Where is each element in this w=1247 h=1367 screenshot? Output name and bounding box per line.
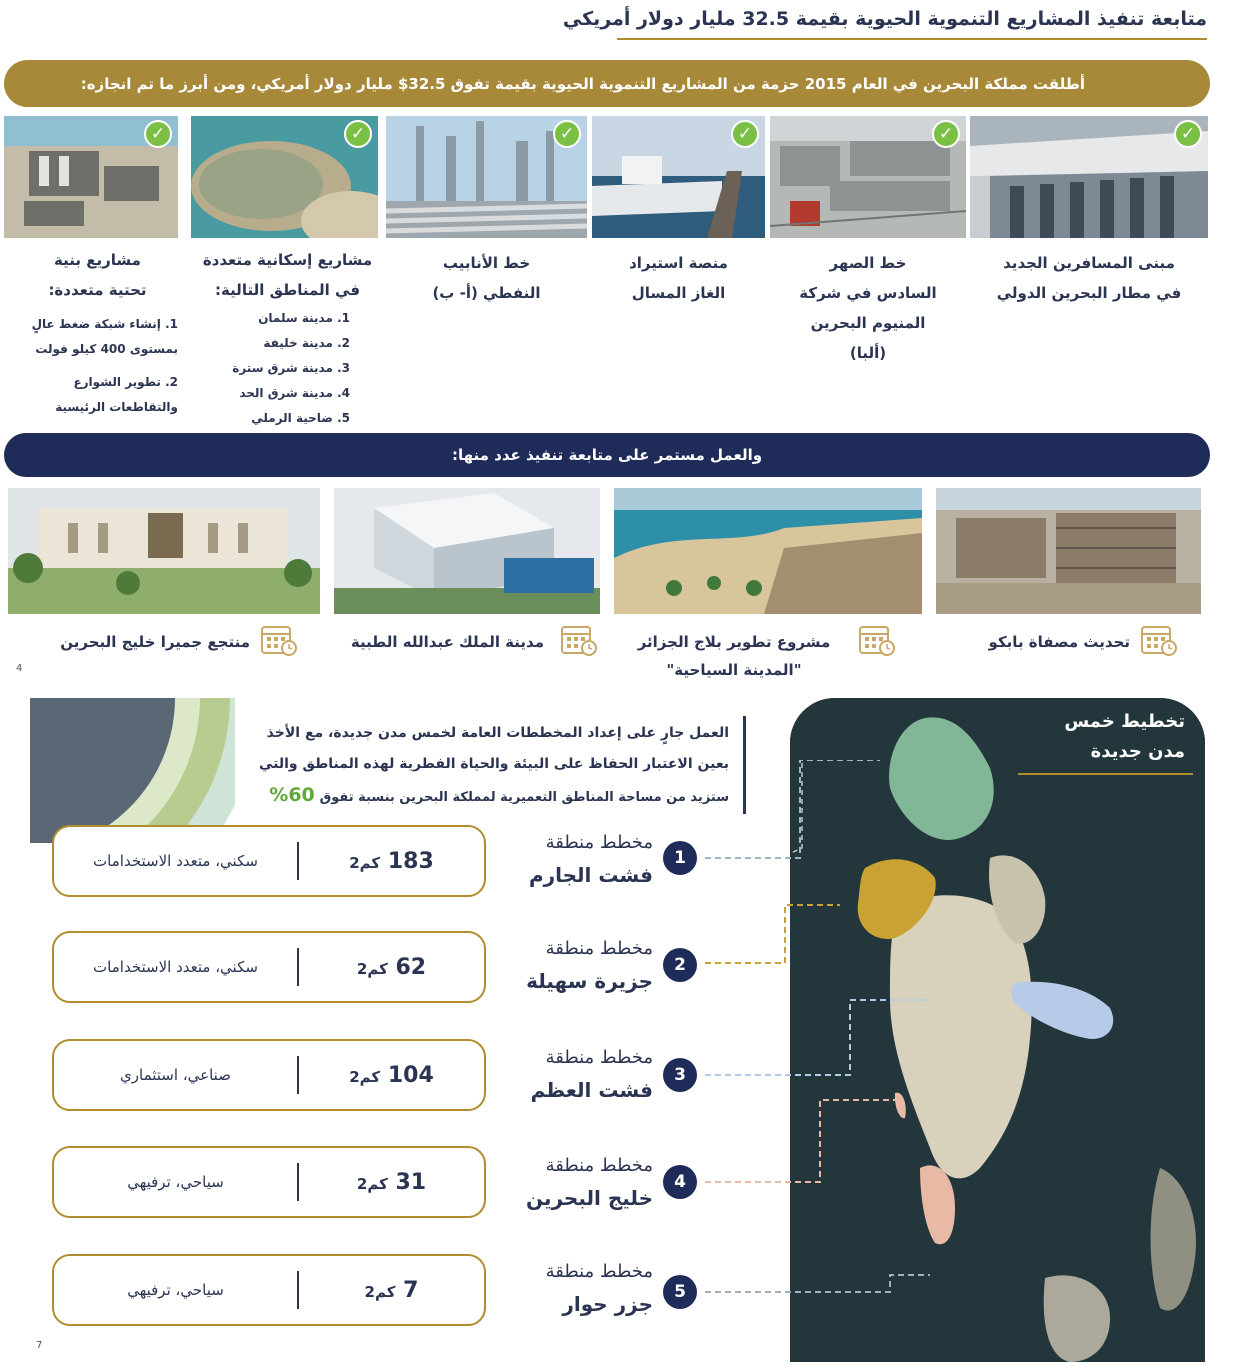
- zone-use: سكني، متعدد الاستخدامات: [93, 958, 258, 976]
- leader-line-3: [705, 1000, 930, 1075]
- photo-jumeirah-resort: [8, 488, 320, 614]
- calendar-icon: [260, 622, 298, 656]
- zone-title-5: مخطط منطقة جزر حوار: [545, 1261, 653, 1316]
- zone-number-4: 4: [663, 1165, 697, 1199]
- list-item: والتقاطعات الرئيسية: [55, 400, 178, 414]
- infrastructure-list: [6, 312, 178, 420]
- map-title: تخطيط خمس مدن جديدة: [1064, 711, 1185, 762]
- list-item: 3. مدينة شرق سترة: [232, 361, 350, 375]
- photo-bapco-refinery: [936, 488, 1201, 614]
- caption-medical-city: مدينة الملك عبدالله الطبية: [350, 633, 544, 651]
- completed-check-icon: ✓: [1174, 120, 1202, 148]
- zone-area: 31 كم2: [356, 1169, 427, 1195]
- photo-oil-pipeline: [386, 116, 587, 238]
- zone-use: سياحي، ترفيهي: [127, 1173, 224, 1191]
- intro-paragraph: العمل جارٍ على إعداد المخططات العامة لخمس مدن جديدة، مع الأخذ بعين الاعتبار الحفاظ على البيئة والحياة الفطرية لهذه المناطق والتي ستزيد من مساحة المناطق التعميرية لمملكة البحرين بنسبة تفوق 60%: [258, 725, 729, 806]
- zone-title-4: مخطط منطقة خليج البحرين: [525, 1155, 653, 1210]
- leader-line-4: [705, 1100, 900, 1182]
- zone-card-2: [52, 931, 486, 1003]
- photo-airport-terminal: [970, 116, 1208, 238]
- divider: [297, 1163, 299, 1201]
- caption-housing-projects: مشاريع إسكانية متعددة في المناطق التالية:: [202, 251, 373, 299]
- list-item: بمستوى 400 كيلو فولت: [35, 342, 178, 356]
- zone-card-3: [52, 1039, 486, 1111]
- divider: [297, 948, 299, 986]
- intro-banner: [4, 60, 1210, 107]
- ongoing-banner: [4, 433, 1210, 477]
- caption-oil-pipeline: خط الأنابيب النفطي (أ- ب): [432, 254, 541, 302]
- photo-jazair-beach: [614, 488, 922, 614]
- zone-title-2: مخطط منطقة جزيرة سهيلة: [526, 938, 653, 993]
- intro-banner-text: أطلقت مملكة البحرين في العام 2015 حزمة من المشاريع التنموية الحيوية بقيمة تفوق 32.5$ مليار دولار أمريكي، ومن أبرز ما تم انجازه:: [80, 74, 1085, 93]
- caption-lng-terminal: منصة استيراد الغاز المسال: [629, 254, 728, 302]
- zone-area: 7 كم2: [364, 1277, 419, 1303]
- completed-check-icon: ✓: [932, 120, 960, 148]
- zone-use: سكني، متعدد الاستخدامات: [93, 852, 258, 870]
- title-underline: [617, 38, 1207, 40]
- list-item: 5. ضاحية الرملي: [251, 411, 350, 425]
- map-title-underline: [1018, 773, 1193, 775]
- decorative-arcs: [20, 698, 235, 843]
- page-number: 4: [16, 663, 23, 674]
- caption-alba-potline: خط الصهر السادس في شركة المنيوم البحرين (ألبا): [799, 254, 937, 362]
- photo-infrastructure: [4, 116, 178, 238]
- zone-area: 104 كم2: [349, 1062, 434, 1088]
- caption-jumeirah-resort: منتجع جميرا خليج البحرين: [60, 633, 250, 651]
- photo-medical-city: [334, 488, 600, 614]
- leader-line-2: [705, 905, 840, 963]
- zone-number-5: 5: [663, 1275, 697, 1309]
- completed-check-icon: ✓: [553, 120, 581, 148]
- caption-infrastructure: مشاريع بنية تحتية متعددة:: [48, 251, 147, 299]
- list-item: 1. إنشاء شبكة ضغط عالٍ: [31, 317, 178, 331]
- calendar-icon: [560, 622, 598, 656]
- completed-check-icon: ✓: [344, 120, 372, 148]
- calendar-icon: [1140, 622, 1178, 656]
- zone-use: صناعي، استثماري: [120, 1066, 231, 1084]
- photo-lng-terminal: [592, 116, 765, 238]
- divider: [297, 1056, 299, 1094]
- zone-number-3: 3: [663, 1058, 697, 1092]
- housing-cities-list: [210, 306, 350, 431]
- zone-area: 62 كم2: [356, 954, 427, 980]
- zone-number-1: 1: [663, 841, 697, 875]
- photo-alba-potline: [770, 116, 966, 238]
- page-title: متابعة تنفيذ المشاريع التنموية الحيوية بقيمة 32.5 مليار دولار أمريكي: [562, 8, 1207, 30]
- photo-housing-projects: [191, 116, 378, 238]
- growth-percentage: 60%: [269, 784, 315, 806]
- ongoing-banner-text: والعمل مستمر على متابعة تنفيذ عدد منها:: [451, 446, 763, 464]
- list-item: 1. مدينة سلمان: [258, 311, 350, 325]
- zone-area: 183 كم2: [349, 848, 434, 874]
- page-number: 7: [36, 1340, 43, 1351]
- calendar-icon: [858, 622, 896, 656]
- divider: [297, 842, 299, 880]
- zone-card-1: [52, 825, 486, 897]
- zone-leader-lines: [700, 760, 930, 1320]
- zone-card-4: [52, 1146, 486, 1218]
- leader-line-5: [705, 1275, 930, 1292]
- list-item: 2. مدينة خليفة: [263, 336, 350, 350]
- zone-title-3: مخطط منطقة فشت العظم: [530, 1047, 653, 1102]
- zone-use: سياحي، ترفيهي: [127, 1281, 224, 1299]
- completed-check-icon: ✓: [144, 120, 172, 148]
- leader-line-1: [705, 760, 880, 858]
- zone-card-5: [52, 1254, 486, 1326]
- list-item: 2. تطوير الشوارع: [73, 375, 178, 389]
- divider: [297, 1271, 299, 1309]
- completed-check-icon: ✓: [731, 120, 759, 148]
- caption-airport-terminal: مبنى المسافرين الجديد في مطار البحرين الدولي: [996, 254, 1182, 302]
- zone-title-1: مخطط منطقة فشت الجارم: [528, 832, 653, 887]
- caption-bapco-refinery: تحديث مصفاة بابكو: [988, 633, 1130, 651]
- caption-jazair-beach: مشروع تطوير بلاج الجزائر "المدينة السياحية": [637, 633, 831, 679]
- zone-number-2: 2: [663, 948, 697, 982]
- list-item: 4. مدينة شرق الحد: [239, 386, 350, 400]
